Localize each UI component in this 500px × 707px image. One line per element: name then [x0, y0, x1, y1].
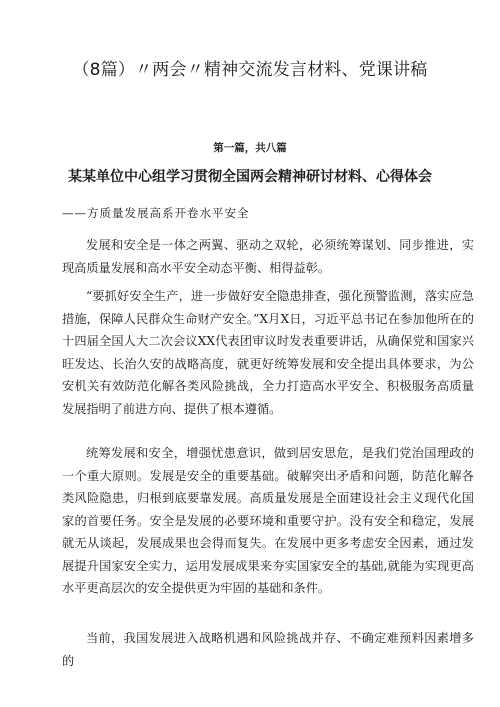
- article-subtitle: 某某单位中心组学习贯彻全国两会精神研讨材料、心得体会: [68, 169, 432, 185]
- page-title: （8篇）〃两会〃精神交流发言材料、党课讲稿: [72, 60, 428, 80]
- body-paragraph-3: 统筹发展和安全，增强忧患意识，做到居安思危，是我们党治国理政的一个重大原则。发展是安全的重要基础。破解突出矛盾和问题，防范化解各类风险隐患，归根到底要靠发展。高质量发展是全面建设社会主义现代化国家的首要任务。安全是发展的必要环境和重要守护。没有安全和稳定，发展就无从谈起，发展成果也会得而复失。在发展中更多考虑安全因素，通过发展提升国家安全实力，运用发展成果来夯实国家安全的基础,就能为实现更高水平更高层次的安全提供更为牢固的基础和条件。: [62, 446, 474, 595]
- body-paragraph-2: “要抓好安全生产，进一步做好安全隐患排查，强化预警监测，落实应急措施，保障人民群众生命财产安全。”X月X日，习近平总书记在参加他所在的十四届全国人大二次会议XX代表团审议时发表重要讲话，从确保党和国家兴旺发达、长治久安的战略高度，就更好统筹发展和安全提出具体要求，为公安机关有效防范化解各类风险挑战，全力打造高水平安全、积极服务高质量发展指明了前进方向、提供了根本遵循。: [62, 289, 474, 416]
- article-tagline: ——方质量发展高系开卷水平安全: [62, 206, 250, 220]
- section-label: 第一篇，共八篇: [213, 142, 287, 154]
- body-paragraph-4: 当前，我国发展进入战略机遇和风险挑战并存、不确定难预料因素增多的: [62, 631, 474, 668]
- body-paragraph-1: 发展和安全是一体之两翼、驱动之双轮，必须统筹谋划、同步推进，实现高质量发展和高水平安全动态平衡、相得益彰。: [62, 238, 474, 275]
